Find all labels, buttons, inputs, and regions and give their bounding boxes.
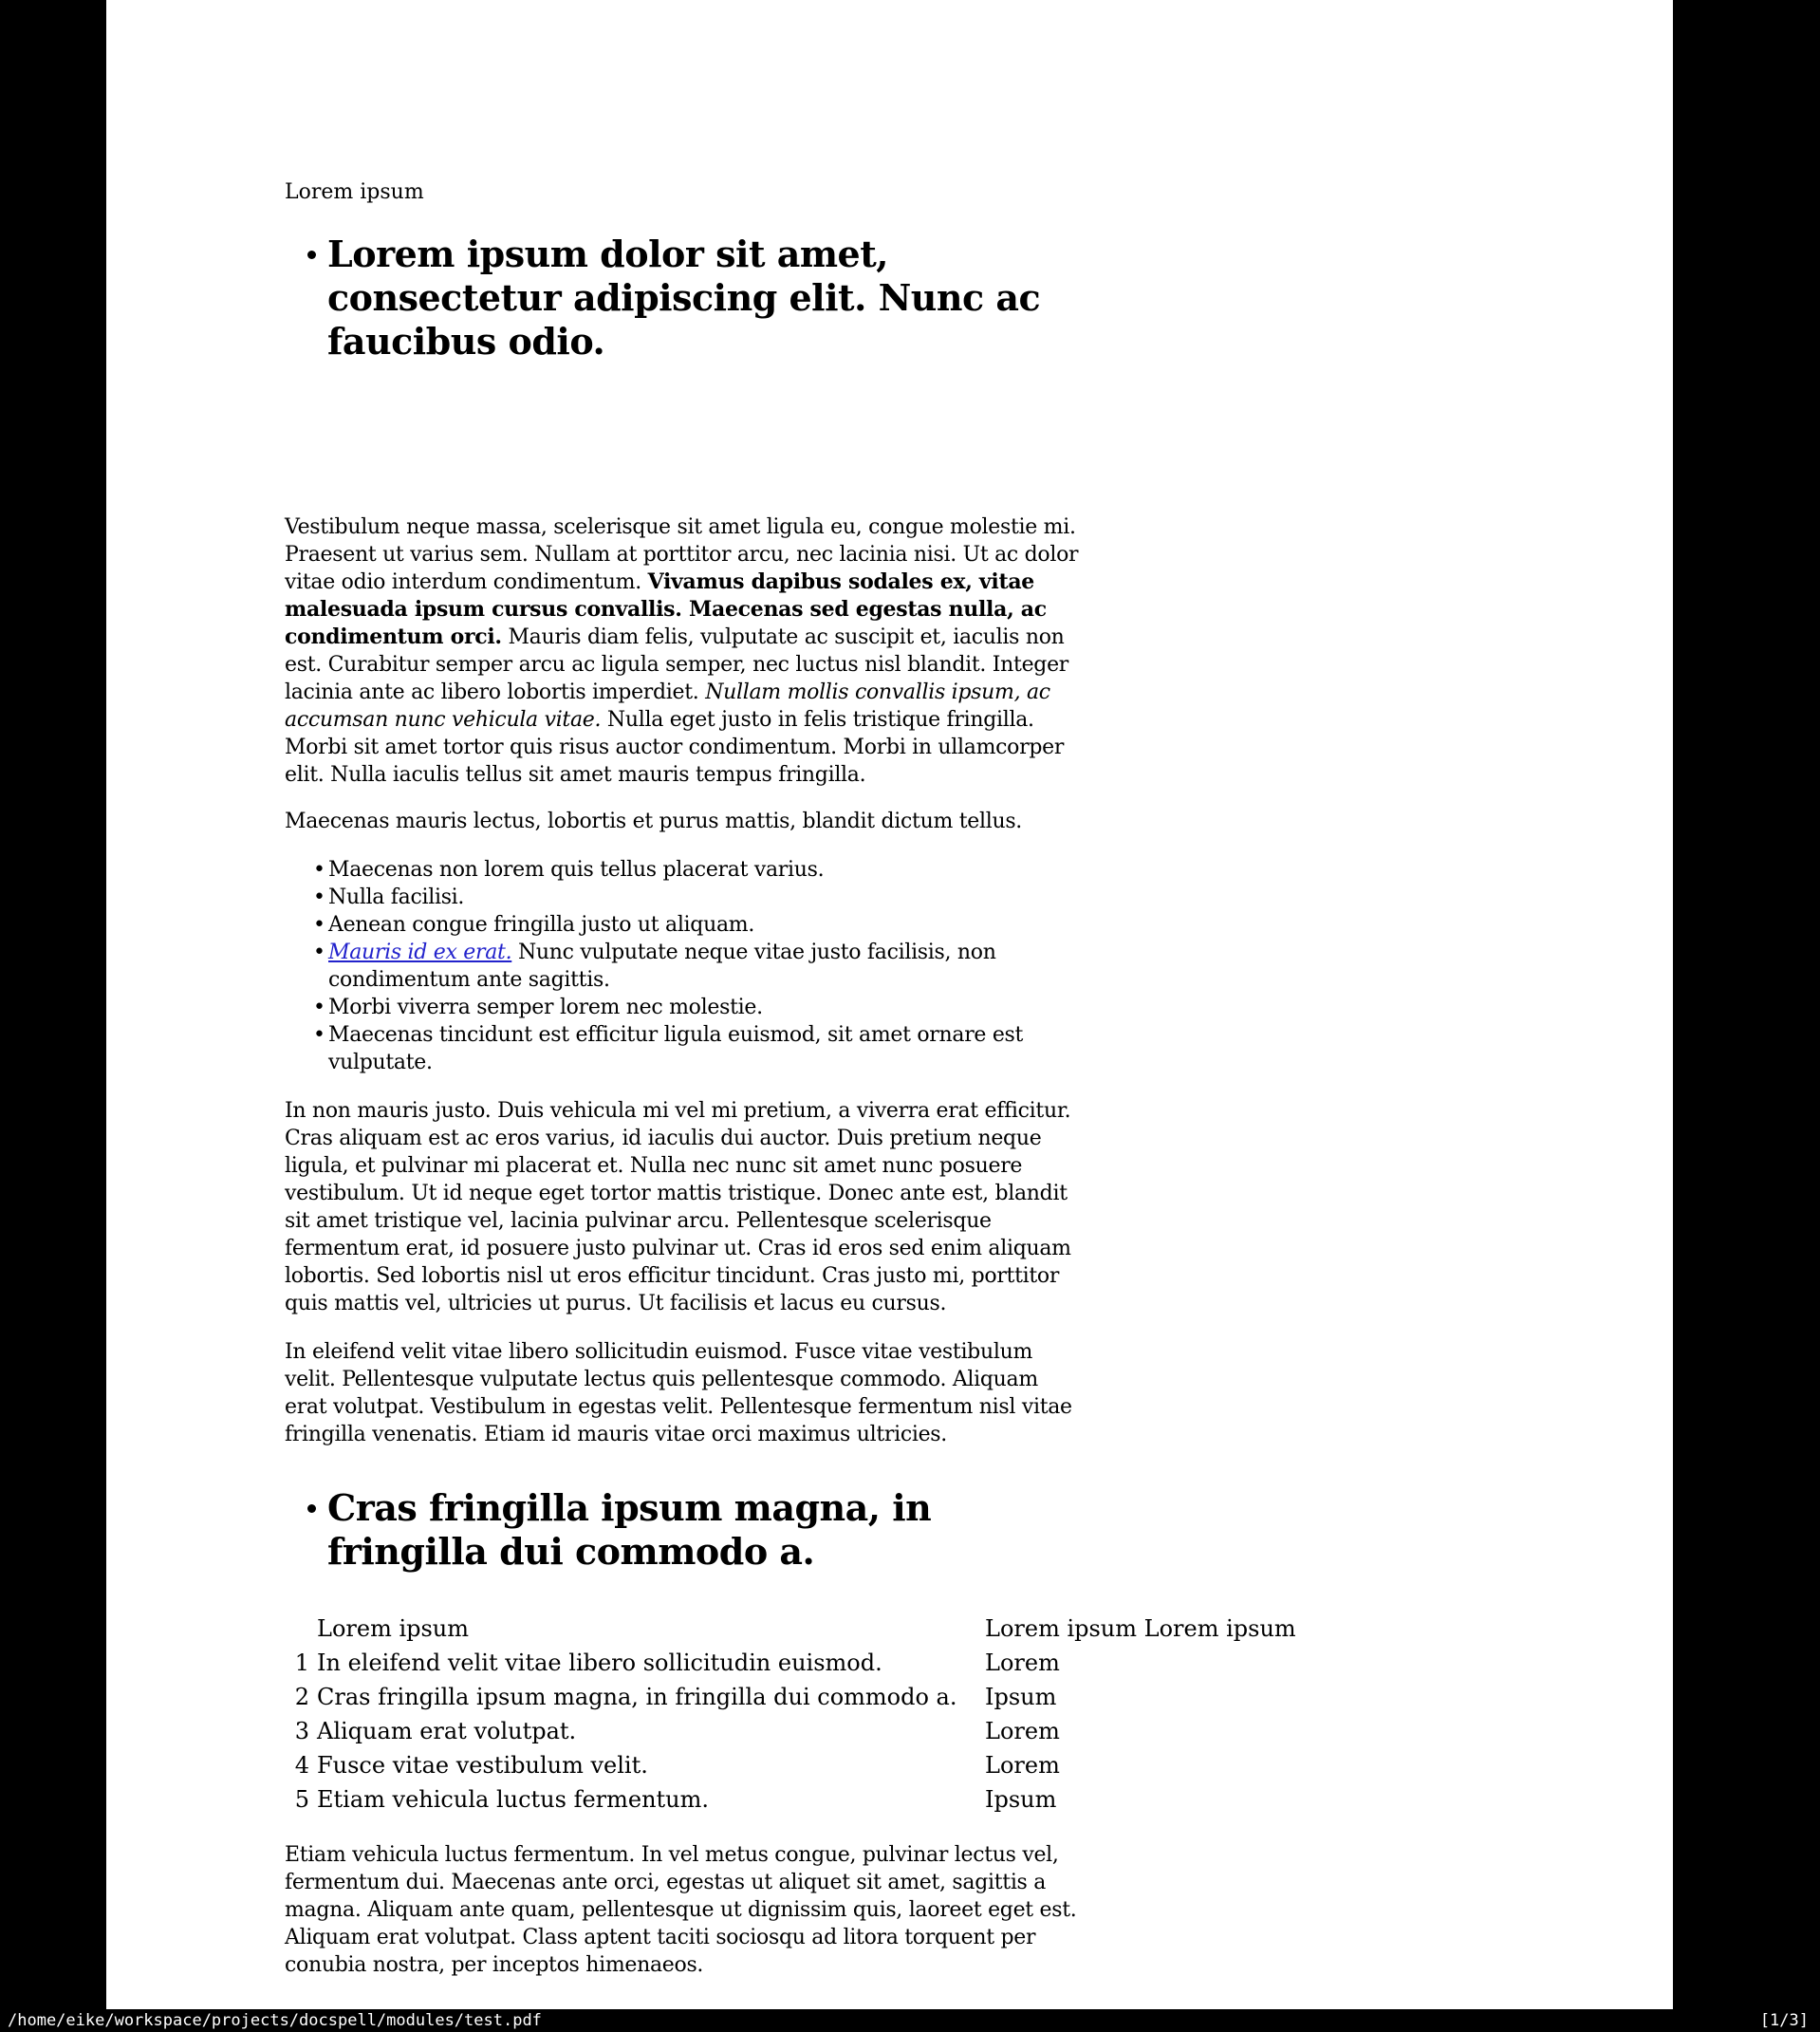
table-header-row: [285, 1612, 1575, 1646]
text-run: Vivamus dapibus sodales ex, vitae malesuada ipsum cursus convallis. Maecenas sed egestas nulla, ac condimentum orci.: [285, 569, 1047, 649]
table-row: [285, 1646, 1575, 1680]
row-value: Lorem: [985, 1718, 1060, 1744]
heading-bullet-icon: [307, 1504, 316, 1513]
heading-bullet-icon: [307, 251, 316, 259]
paragraph-4: In eleifend velit vitae libero sollicitudin euismod. Fusce vitae vestibulum velit. Pellentesque vulputate lectus quis pellentesque commodo. Aliquam erat volutpat. Vestibulum in egestas velit. Pellentesque fermentum nisl vitae fringilla venenatis. Etiam id mauris vitae orci maximus ultricies.: [285, 1340, 1072, 1446]
page-content: [285, 0, 1575, 1979]
text-run: Nulla facilisi.: [328, 886, 465, 909]
row-value: Ipsum: [985, 1684, 1057, 1710]
row-value: Lorem: [985, 1752, 1060, 1779]
table-row: [285, 1748, 1575, 1782]
heading-1-text: Lorem ipsum dolor sit amet, consectetur adipiscing elit. Nunc ac faucibus odio.: [327, 233, 1041, 363]
list-item-text: [328, 911, 1078, 939]
list-bullet-icon: •: [313, 996, 325, 1019]
row-number: 3: [294, 1718, 309, 1744]
document-header: Lorem ipsum: [285, 180, 424, 204]
row-description: In eleifend velit vitae libero sollicitudin euismod.: [317, 1650, 882, 1676]
text-run: Nulla eget justo in felis tristique fringilla. Morbi sit amet tortor quis risus auctor condimentum. Morbi in ullamcorper elit. Nulla iaculis tellus sit amet mauris tempus fringilla.: [285, 708, 1065, 787]
list-bullet-icon: •: [313, 941, 325, 964]
list-bullet-icon: •: [313, 1023, 325, 1047]
text-run: Maecenas tincidunt est efficitur ligula euismod, sit amet ornare est vulputate.: [328, 1023, 1024, 1074]
paragraph-2: Maecenas mauris lectus, lobortis et purus mattis, blandit dictum tellus.: [285, 810, 1022, 833]
row-value: Ipsum: [985, 1786, 1057, 1813]
list-bullet-icon: •: [313, 886, 325, 909]
status-page-indicator: [1/3]: [1759, 2011, 1809, 2030]
row-description: Aliquam erat volutpat.: [317, 1718, 577, 1744]
bullet-list: [285, 856, 1575, 1076]
list-item-text: [328, 939, 1078, 994]
list-bullet-icon: •: [313, 913, 325, 937]
list-item-text: [328, 994, 1078, 1021]
row-number: 2: [294, 1684, 309, 1710]
table-header-col1: Lorem ipsum: [317, 1615, 470, 1642]
text-run: Nunc vulputate neque vitae justo facilisis, non condimentum ante sagittis.: [328, 941, 996, 992]
paragraph-5: Etiam vehicula luctus fermentum. In vel metus congue, pulvinar lectus vel, fermentum dui. Maecenas ante orci, egestas ut aliquet sit amet, sagittis a magna. Aliquam ante quam, pellentesque ut dignissim quis, laoreet eget est. Aliquam erat volutpat. Class aptent taciti sociosqu ad litora torquent per conubia nostra, per inceptos himenaeos.: [285, 1843, 1077, 1977]
list-item-text: [328, 1021, 1078, 1076]
heading-2: [285, 1486, 1086, 1574]
text-run: Maecenas non lorem quis tellus placerat varius.: [328, 858, 825, 882]
text-run: Morbi viverra semper lorem nec molestie.: [328, 996, 763, 1019]
heading-2-text: Cras fringilla ipsum magna, in fringilla dui commodo a.: [327, 1486, 932, 1573]
data-table: [285, 1612, 1575, 1817]
text-run: Mauris diam felis, vulputate ac suscipit et, iaculis non est. Curabitur semper arcu ac ligula semper, nec luctus nisl blandit. Integer lacinia ante ac libero lobortis imperdiet.: [285, 625, 1069, 704]
row-description: Etiam vehicula luctus fermentum.: [317, 1786, 710, 1813]
row-number: 4: [294, 1752, 309, 1779]
row-number: 1: [294, 1650, 309, 1676]
document-link[interactable]: Mauris id ex erat.: [328, 941, 512, 964]
status-bar: [0, 2009, 1820, 2032]
paragraph-3: In non mauris justo. Duis vehicula mi vel mi pretium, a viverra erat efficitur. Cras aliquam est ac eros varius, id iaculis dui auctor. Duis pretium neque ligula, et pulvinar mi placerat et. Nulla nec nunc sit amet nunc posuere vestibulum. Ut id neque eget tortor mattis tristique. Donec ante est, blandit sit amet tristique vel, lacinia pulvinar arcu. Pellentesque scelerisque fermentum erat, id posuere justo pulvinar ut. Cras id eros sed enim aliquam lobortis. Sed lobortis nisl ut eros efficitur tincidunt. Cras justo mi, porttitor quis mattis vel, ultricies ut purus. Ut facilisis et lacus eu cursus.: [285, 1099, 1071, 1315]
table-header-col2: Lorem ipsum Lorem ipsum: [985, 1615, 1296, 1642]
heading-1: [285, 233, 1086, 364]
row-description: Fusce vitae vestibulum velit.: [317, 1752, 648, 1779]
list-item: [285, 911, 1575, 939]
table-row: [285, 1714, 1575, 1748]
table-row: [285, 1680, 1575, 1714]
row-value: Lorem: [985, 1650, 1060, 1676]
list-item: [285, 939, 1575, 994]
text-run: Vestibulum neque massa, scelerisque sit amet ligula eu, congue molestie mi. Praesent ut varius sem. Nullam at porttitor arcu, nec lacinia nisi. Ut ac dolor vitae odio interdum condimentum.: [285, 515, 1079, 594]
pdf-page: [106, 0, 1673, 2009]
list-item: [285, 1021, 1575, 1076]
table-row: [285, 1782, 1575, 1817]
list-item-text: [328, 856, 1078, 884]
list-item: [285, 856, 1575, 884]
row-number: 5: [294, 1786, 309, 1813]
row-description: Cras fringilla ipsum magna, in fringilla dui commodo a.: [317, 1684, 957, 1710]
status-file-path: /home/eike/workspace/projects/docspell/modules/test.pdf: [8, 2011, 542, 2030]
list-bullet-icon: •: [313, 858, 325, 882]
list-item-text: [328, 884, 1078, 911]
text-run: Nullam mollis convallis ipsum, ac accumsan nunc vehicula vitae.: [285, 680, 1050, 732]
list-item: [285, 994, 1575, 1021]
text-run: Aenean congue fringilla justo ut aliquam.: [328, 913, 755, 937]
paragraph-1: [285, 513, 1082, 789]
table-body: [285, 1646, 1575, 1817]
list-item: [285, 884, 1575, 911]
